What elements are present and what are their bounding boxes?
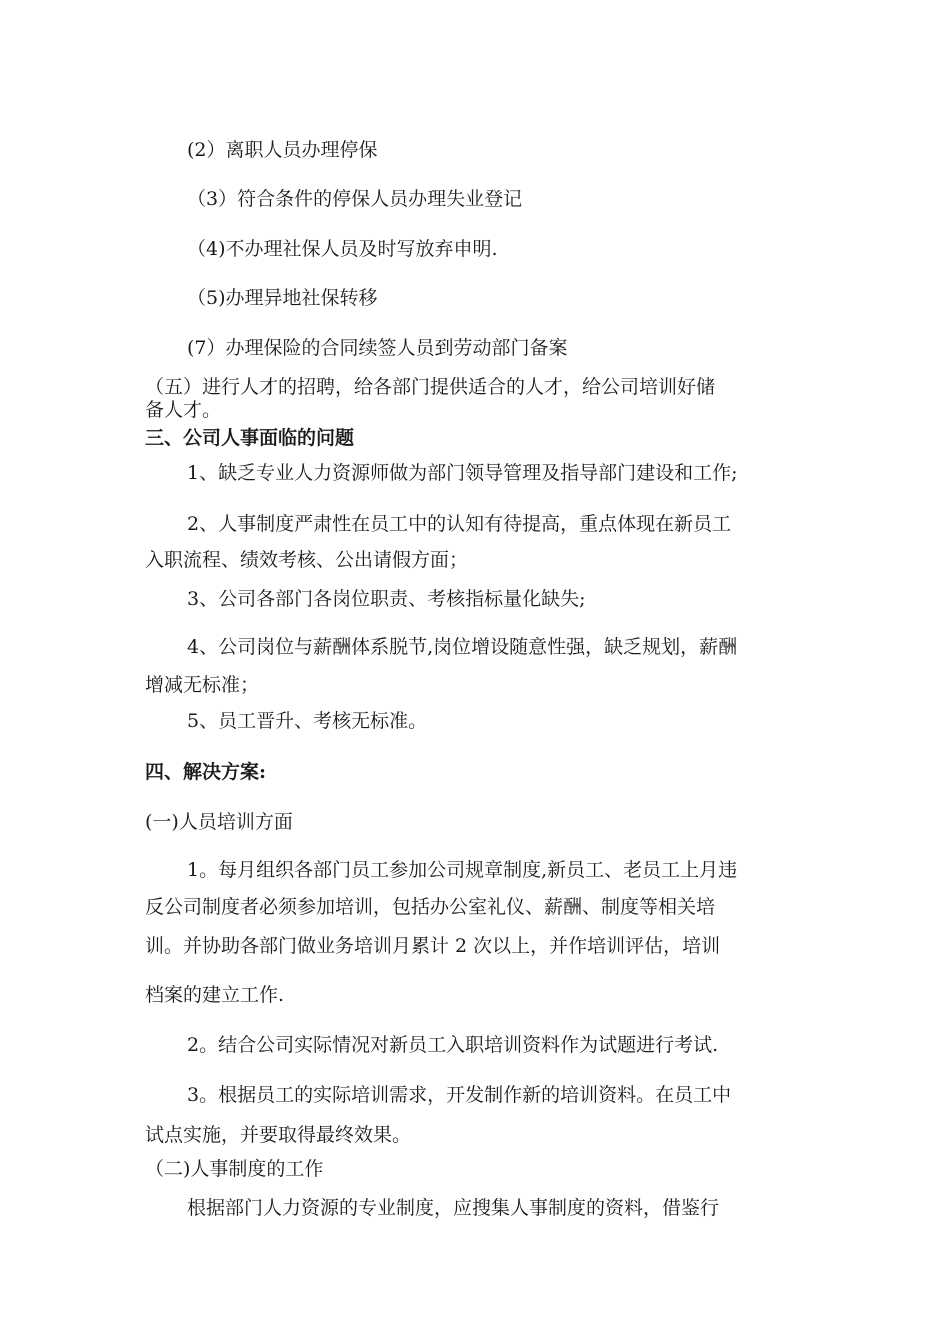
text-line: 备人才。 — [145, 399, 222, 421]
text-line: 反公司制度者必须参加培训，包括办公室礼仪、薪酬、制度等相关培 — [145, 896, 716, 918]
section-heading: 三、公司人事面临的问题 — [145, 427, 355, 449]
text-line: 增减无标准； — [145, 674, 260, 696]
subsection-heading: （二)人事制度的工作 — [145, 1158, 324, 1180]
text-line: 档案的建立工作. — [145, 984, 285, 1006]
text-line: 3。根据员工的实际培训需求，开发制作新的培训资料。在员工中 — [187, 1084, 732, 1106]
text-line: 1、缺乏专业人力资源师做为部门领导管理及指导部门建设和工作; — [187, 462, 738, 484]
text-line: （5)办理异地社保转移 — [187, 287, 378, 309]
text-line: （3）符合条件的停保人员办理失业登记 — [187, 188, 523, 210]
text-line: 5、员工晋升、考核无标准。 — [187, 710, 428, 732]
text-line: 试点实施，并要取得最终效果。 — [145, 1124, 412, 1146]
text-line: （五）进行人才的招聘，给各部门提供适合的人才，给公司培训好储 — [145, 376, 716, 398]
text-line: （4)不办理社保人员及时写放弃申明. — [187, 238, 498, 260]
section-heading: 四、解决方案: — [145, 761, 267, 783]
text-line: 2。结合公司实际情况对新员工入职培训资料作为试题进行考试. — [187, 1034, 719, 1056]
subsection-heading: (一)人员培训方面 — [145, 811, 293, 833]
text-line: 入职流程、绩效考核、公出请假方面； — [145, 549, 469, 571]
text-line: (7）办理保险的合同续签人员到劳动部门备案 — [187, 337, 568, 359]
text-line: 2、人事制度严肃性在员工中的认知有待提高，重点体现在新员工 — [187, 513, 732, 535]
text-line: 训。并协助各部门做业务培训月累计 2 次以上，并作培训评估，培训 — [145, 935, 721, 957]
text-line: 根据部门人力资源的专业制度，应搜集人事制度的资料，借鉴行 — [187, 1197, 720, 1219]
text-line: 4、公司岗位与薪酬体系脱节,岗位增设随意性强，缺乏规划，薪酬 — [187, 636, 738, 658]
text-line: 3、公司各部门各岗位职责、考核指标量化缺失; — [187, 588, 586, 610]
text-line: 1。每月组织各部门员工参加公司规章制度,新员工、老员工上月违 — [187, 859, 738, 881]
text-line: (2）离职人员办理停保 — [187, 139, 378, 161]
